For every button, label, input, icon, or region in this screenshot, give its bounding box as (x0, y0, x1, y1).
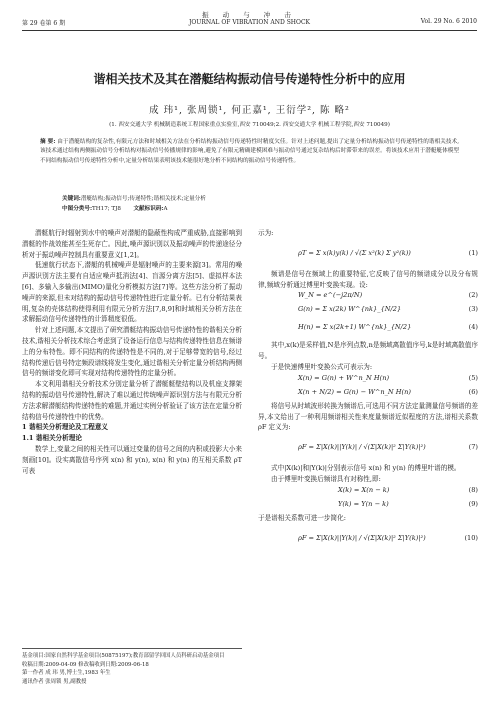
paragraph: 数学上,变量之间的相关性可以通过变量的信号之间的内积或投影大小来刻画[10]。设实离散信号序列 x(n) 和 y(n), x(n) 和 y(n) 的互相关系数 ρT 可表 (22, 444, 242, 475)
subsection-heading: 1.1 谐相关分析理论 (22, 434, 82, 443)
paragraph: 潜艇航行时辐射到水中的噪声对潜艇的隐蔽性构成严重威胁,直接影响到潜艇的作战效能甚至生死存亡。因此,噪声源识别以及振动噪声的传递途径分析对于振动噪声控制具有重要意义[1,2]。 (22, 229, 242, 259)
equation-2: W_N = e^(−j2π/N) (2) (298, 291, 478, 300)
equation-10: ρF = Σ|X(k)||Y(k)| / √(Σ|X(k)|² Σ|Y(k)|²) (10) (298, 533, 478, 542)
paragraph: 低速航行状态下,潜艇的机械噪声是辐射噪声的主要来源[3]。常用的噪声源识别方法主要有自适应噪声抵消法[4]、盲源分离方法[5]、虚拟样本法[6]、多输入多输出(MIMO)量化分析模拟方法[7]等。这些方法分析了振动噪声的来源,但未对结构的振动信号传递特性进行定量分析。已有分析结果表明,复杂的壳体结构使得利用有限元分析方法[7,8,9]和时域相关分析方法在求解振动信号传递特性的计算精度很低。 (22, 261, 242, 324)
equation-8: X(k) = X(n − k) (8) (338, 485, 478, 494)
equation-4: H(n) = Σ x(2k+1) W^{nk}_{N/2} (4) (298, 323, 478, 332)
paragraph: 于是谱相关系数可进一步简化: (258, 513, 346, 522)
abstract-label: 摘 要: (40, 139, 56, 145)
right-column (258, 228, 478, 554)
paper-title: 谐相关技术及其在潜艇结构振动信号传递特性分析中的应用 (93, 72, 406, 86)
affiliation: (1. 西安交通大学 机械制造系统工程国家重点实验室,西安 710049;2. 西安交通大学 机械工程学院,西安 710049) (109, 122, 390, 128)
paragraph: 式中|X(k)|和|Y(k)|分别表示信号 x(n) 和 y(n) 的傅里叶谱的模。 (271, 464, 461, 473)
footnote: 基金项目:国家自然科学基金项目(50875197);教育部留学回国人员科研启动基金项目 收稿日期:2009-04-09 修改稿收到日期:2009-06-18 第一作者 成 玮 男,博士生,1983 年生 通讯作者 张周锁 男,副教授 (22, 648, 242, 686)
doc-code: A (163, 206, 168, 212)
equation-1: ρT = Σ x(k)y(k) / √(Σ x²(k) Σ y²(k)) (1) (298, 248, 478, 257)
equation-3: G(n) = Σ x(2k) W^{nk}_{N/2} (3) (298, 305, 478, 314)
paragraph: 将信号从时域波形转换为频谱后,可选用不同方法定量测量信号频谱的差异,本文给出了一种利用频谱相关性来度量频谱近似程度的方法,谱相关系数 ρF 定义为: (258, 401, 478, 432)
volume-issue: 第 29 卷第 6 期 (22, 20, 66, 27)
author-list: 成 玮¹, 张周锁¹, 何正嘉¹, 王衍学², 陈 略² (149, 105, 350, 116)
equation-5: X(n) = G(n) + W^n_N H(n) (5) (298, 373, 478, 382)
classification-line: 中图分类号:TH17; TJ8 文献标识码:A (62, 206, 168, 212)
keywords-line: 关键词:潜艇结构;振动信号;传递特性;谐相关技术;定量分析 (62, 196, 206, 202)
running-header (22, 8, 477, 30)
abstract (40, 138, 459, 166)
clc-code: TH17; TJ8 (92, 206, 121, 212)
header-rule (22, 30, 477, 31)
paragraph: 频谱是信号在频域上的重要特征,它反映了信号的频谱成分以及分布规律,频域分析通过傅里叶变换实现。设: (258, 269, 478, 289)
paragraph: 由于傅里叶变换后频谱具有对称性,即: (271, 474, 381, 483)
paragraph: 针对上述问题,本文提出了研究潜艇结构振动信号传递特性的谐相关分析技术,谐相关分析技术综合考虑到了设备运行信息与结构传递特性信息在频谱上的分布特性。即不同结构的传递特性是不同的,对于足够带宽的信号,经过结构传递后信号特定频段谱线将发生变化,通过谐相关分析定量分析结构两侧信号的频谱变化即可实现对结构传递特性的定量分析。 (22, 326, 242, 378)
abstract-text: 由于潜艇结构的复杂性,有限元方法和时域相关方法在分析结构振动信号传递特性时精度欠佳。针对上述问题,提出了定量分析结构振动信号传递特性的谐相关技术,该技术通过结构两侧振动信号分析结构对振动信号传播规律的影响,避免了有限元精确建模困难与振动信号通过复杂结构后时滞带来的误差。将该技术应用于潜艇艇体模型不同结构振动信号传递特性分析中,定量分析结果表明该技术能很好地分析不同结构的振动信号传递特性。 (40, 139, 460, 164)
journal-name: 振 动 与 冲 击 JOURNAL OF VIBRATION AND SHOCK (188, 11, 311, 26)
paragraph: 示为: (258, 229, 274, 237)
paragraph: 其中,x(k)是采样值,N是序列点数,n是频域离散值序号,k是时域离散值序号。 (258, 341, 478, 361)
keywords: 潜艇结构;振动信号;传递特性;谐相关技术;定量分析 (80, 196, 206, 202)
left-column (22, 228, 242, 476)
equation-6: X(n + N/2) = G(n) − W^n_N H(n) (6) (298, 387, 478, 396)
paragraph: 于是快速傅里叶变换公式可表示为: (271, 362, 373, 371)
paragraph: 本文利用谐相关分析技术分别定量分析了潜艇艇壁结构以及机座支撑架结构的振动信号传递特性,解决了难以通过传统噪声源识别方法与有限元分析方法求解潜艇结构传递特性的难题,并通过实例分析验证了该方法在定量分析结构信号传递特性中的优势。 (22, 380, 242, 421)
section-heading: 1 谐相关分析理论及工程意义 (22, 423, 109, 432)
equation-9: Y(k) = Y(n − k) (9) (338, 499, 478, 508)
volume-number-en: Vol. 29 No. 6 2010 (420, 18, 477, 25)
equation-7: ρF = Σ|X(k)||Y(k)| / √(Σ|X(k)|² Σ|Y(k)|²) (7) (298, 443, 478, 452)
